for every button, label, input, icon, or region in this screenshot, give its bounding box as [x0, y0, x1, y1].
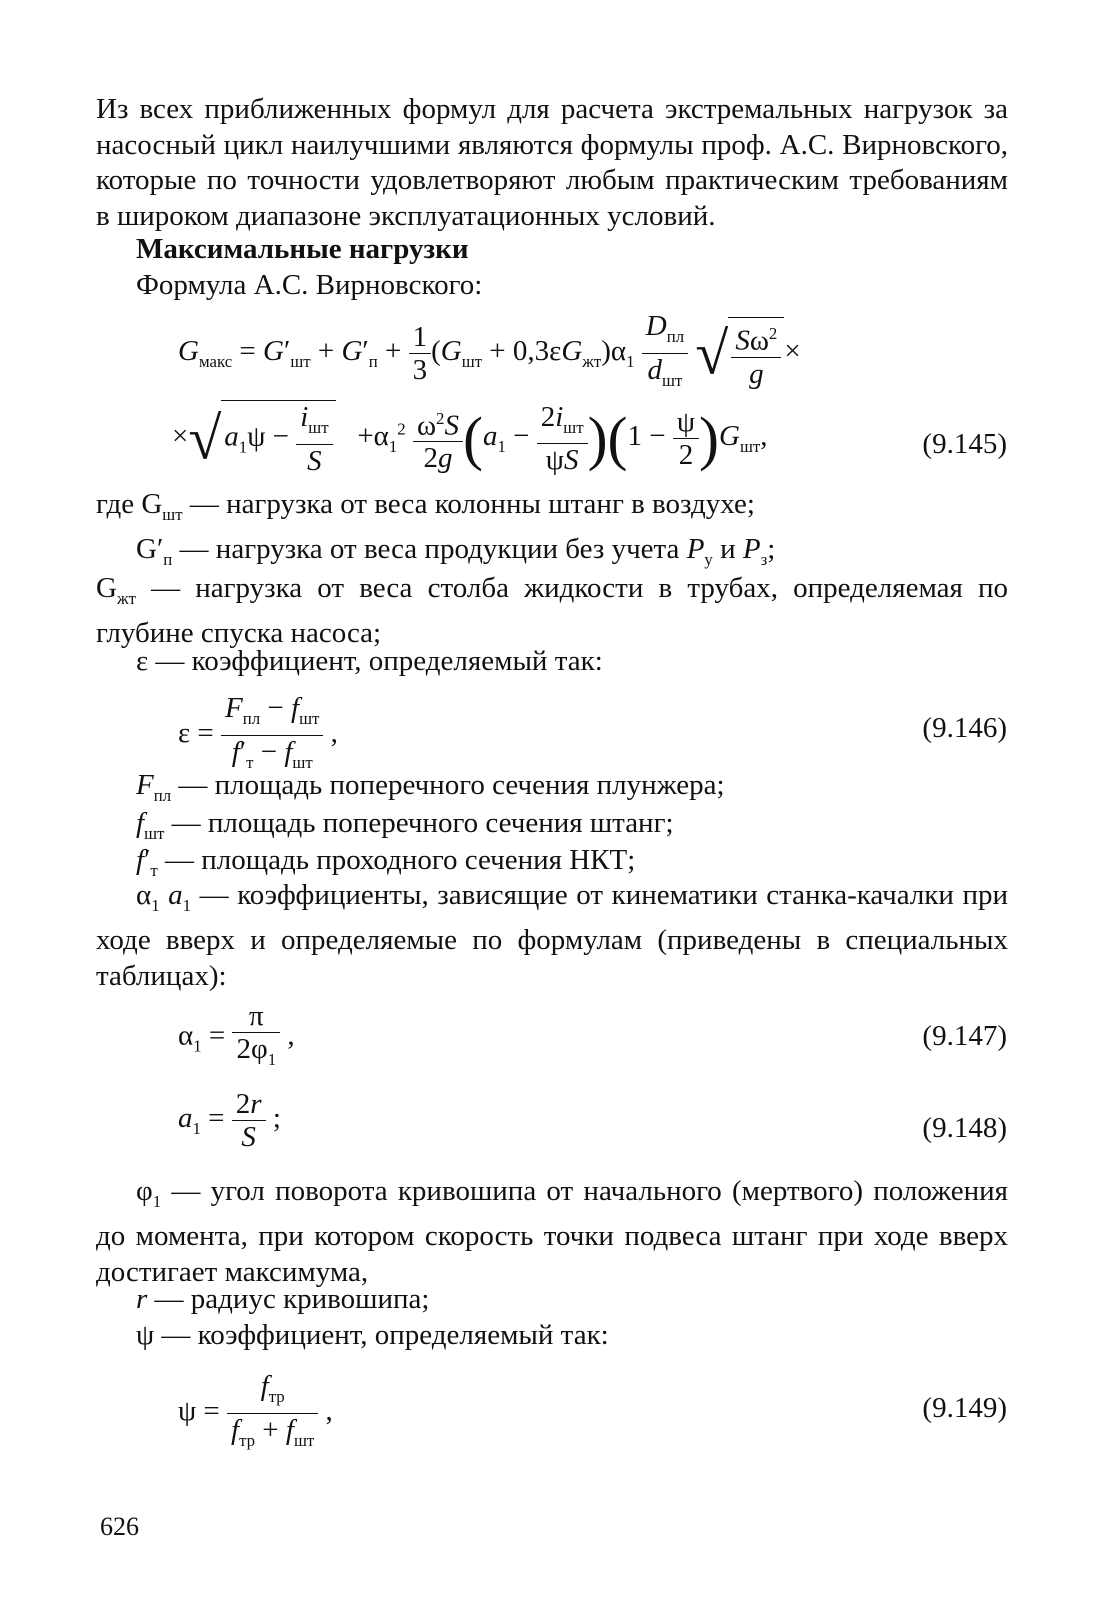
equation-9-145-line-2: ×√ $a_1\psi$ − $i_{шт}$ S $+\alpha_1^2$ $\frac{\omega^2S}{2g}$ ($a_1$ − $2i_{шт}$ ψS )(1 − $\frac{\psi}{2}$ )$G_{шт}$,: [172, 400, 768, 477]
equation-9-145-line-1: $G_{макс} = G'_{шт} + G'_п$ + $\frac{1}{3}$ $(G_{шт} + 0,3\varepsilon G_{жт})\alpha_1$ $D_{пл}$ $d_{шт}$ √ $\frac{S\omega^2}{g}$ ×: [178, 310, 801, 390]
definition-alpha-text: $\alpha_1$ $a_1$ — коэффициенты, зависящие от кинематики станка-качалки при ходе вверх и определяемые по формулам (приведены в специальных таблицах):: [96, 879, 1008, 992]
equation-9-149: ψ = $f_{тр}$ $f_{тр} + f_{шт}$ ,: [178, 1370, 333, 1450]
definition-f-pl-text: $F_{пл}$ — площадь поперечного сечения плунжера;: [136, 769, 725, 805]
equation-9-148: $a_1$ = $\frac{2r}{S}$ ;: [178, 1088, 281, 1153]
equation-number-9-147: (9.147): [922, 1020, 1007, 1052]
definition-g-zht-text: $G_{жт}$ — нагрузка от веса столба жидкости в трубах, определяемая по глубине спуска насоса;: [96, 572, 1008, 650]
equation-number-9-146: (9.146): [922, 712, 1007, 744]
definition-g-sht: [96, 487, 1008, 532]
definition-epsilon: ε — коэффициент, определяемый так:: [136, 645, 603, 677]
definition-r: [136, 1282, 1048, 1318]
definition-r-text: r — радиус кривошипа;: [136, 1283, 430, 1315]
definition-g-sht-text: где $G_{шт}$ — нагрузка от веса колонны штанг в воздухе;: [96, 488, 755, 524]
page-number: 626: [100, 1512, 139, 1541]
definition-f-sht-text: $f_{шт}$ — площадь поперечного сечения штанг;: [136, 807, 674, 843]
definition-phi: [96, 1174, 1008, 1290]
formula-intro: Формула А.С. Вирновского:: [136, 269, 483, 301]
definition-psi: ψ — коэффициент, определяемый так:: [136, 1319, 609, 1351]
definition-phi-text: $\varphi_1$ — угол поворота кривошипа от начального (мертвого) положения до момента, при котором скорость точки подвеса штанг при ходе вверх достигает максимума,: [96, 1175, 1008, 1288]
section-heading: Максимальные нагрузки: [136, 233, 469, 265]
equation-number-9-149: (9.149): [922, 1392, 1007, 1424]
definition-g-p-text: $G'_п$ — нагрузка от веса продукции без учета $P_у$ и $P_з$;: [136, 533, 776, 569]
equation-9-147: $\alpha_1$ = $\frac{\pi}{2\varphi_1}$ ,: [178, 1000, 295, 1069]
equation-number-9-148: (9.148): [922, 1112, 1007, 1144]
intro-paragraph: Из всех приближенных формул для расчета экстремальных нагрузок за насосный цикл наилучшими являются формулы проф. А.С. Вирновского, которые по точности удовлетворяют любым практическим требованиям в широком диапазоне эксплуатационных условий.: [96, 93, 1008, 232]
equation-9-146: ε = $F_{пл} - f_{шт}$ $f'_т - f_{шт}$ ,: [178, 692, 338, 772]
definition-g-zht: [96, 571, 1008, 652]
definition-f-t-text: $f'_т$ — площадь проходного сечения НКТ;: [136, 844, 636, 880]
equation-number-9-145: (9.145): [922, 428, 1007, 460]
definition-alpha: [96, 878, 1008, 994]
